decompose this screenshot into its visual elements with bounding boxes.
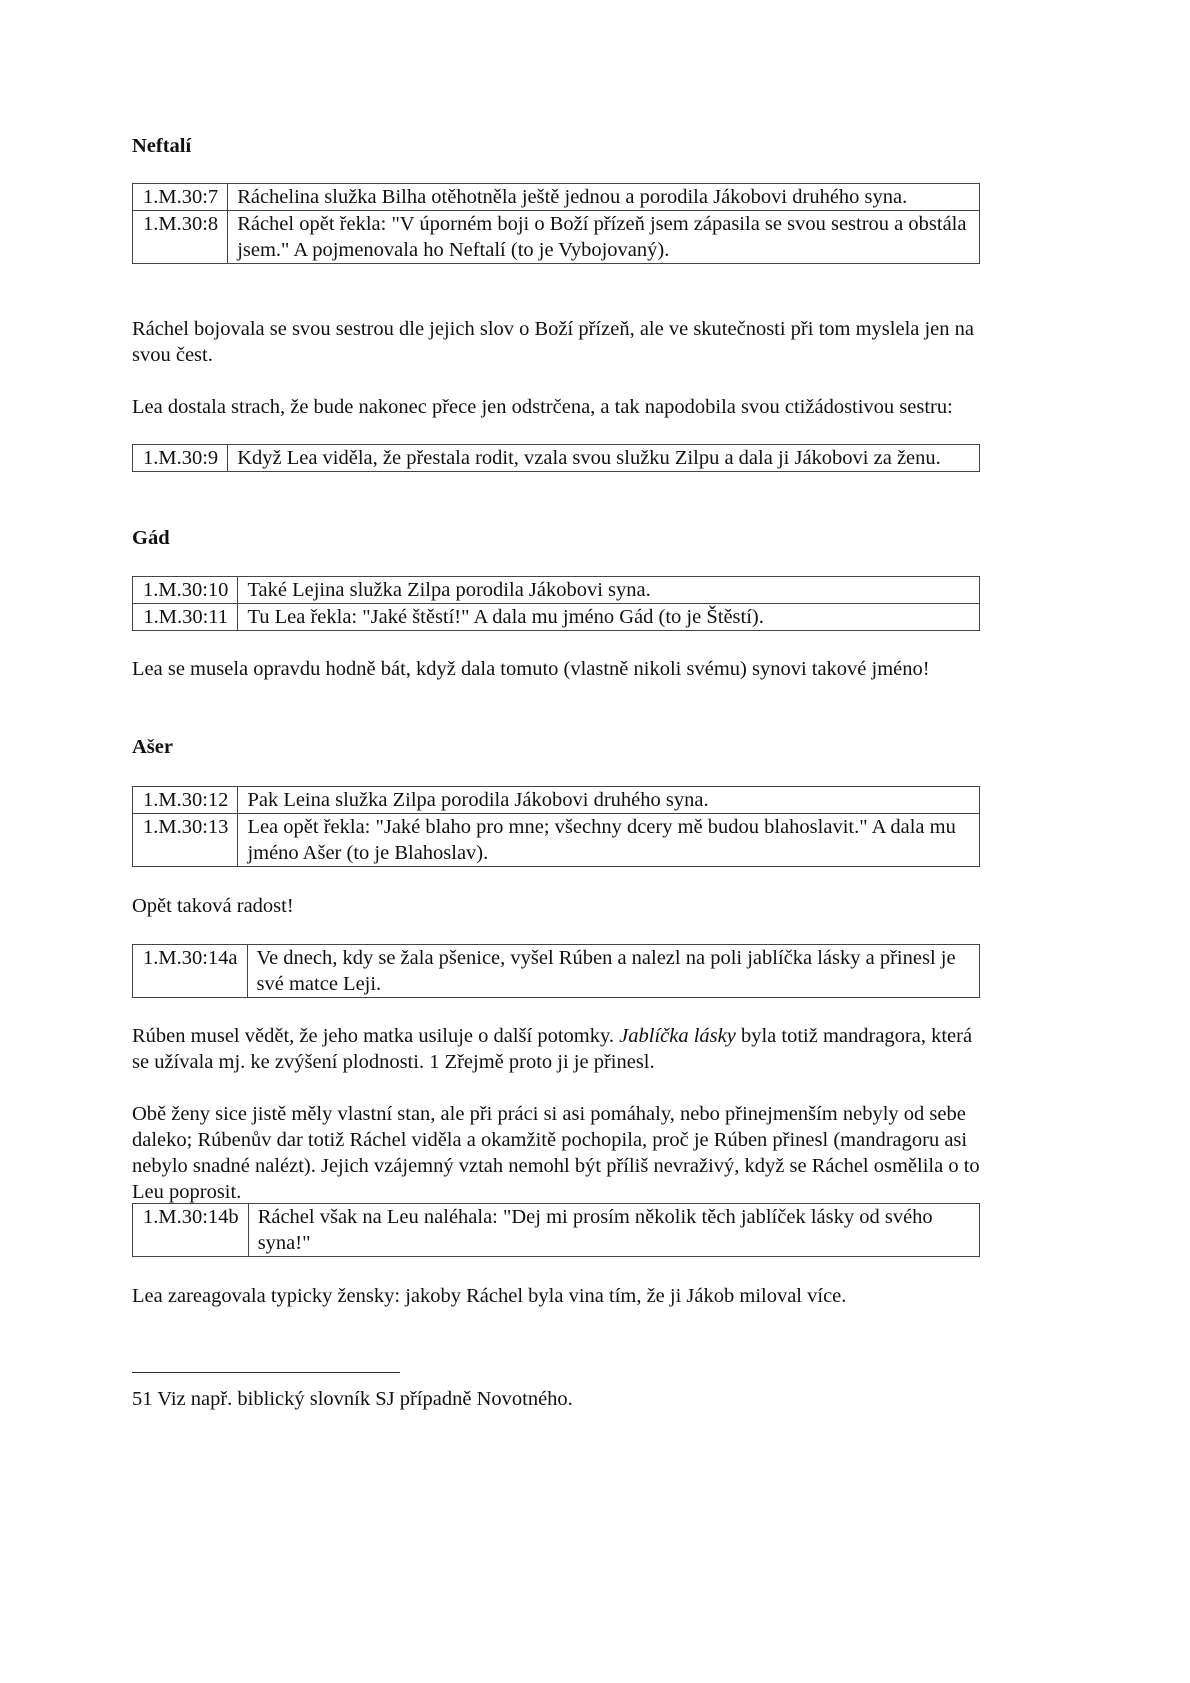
verse-text: Ráchelina služka Bilha otěhotněla ještě jednou a porodila Jákobovi druhého syna. bbox=[228, 184, 980, 211]
table-row bbox=[133, 445, 980, 472]
paragraph: Lea se musela opravdu hodně bát, když dala tomuto (vlastně nikoli svému) synovi takové jméno! bbox=[132, 658, 930, 680]
verse-table-neftali bbox=[132, 183, 980, 264]
italic-term: Jablíčka lásky bbox=[619, 1025, 736, 1047]
table-row bbox=[133, 945, 980, 998]
verse-text: Ráchel však na Leu naléhala: "Dej mi prosím několik těch jablíček lásky od svého syna!" bbox=[248, 1204, 979, 1257]
verse-ref: 1.M.30:14b bbox=[133, 1204, 249, 1257]
text-fragment: byla totiž mandragora, která se užívala mj. ke zvýšení plodnosti. 1 Zřejmě proto ji je přinesl. bbox=[132, 1025, 973, 1073]
verse-table-ruben bbox=[132, 944, 980, 998]
verse-text: Ráchel opět řekla: "V úporném boji o Boží přízeň jsem zápasila se svou sestrou a obstála jsem." A pojmenovala ho Neftalí (to je Vybojovaný). bbox=[228, 211, 980, 264]
verse-text: Pak Leina služka Zilpa porodila Jákobovi druhého syna. bbox=[238, 787, 980, 814]
table-row bbox=[133, 577, 980, 604]
verse-ref: 1.M.30:11 bbox=[133, 604, 238, 631]
verse-table-aser bbox=[132, 786, 980, 867]
paragraph: Ráchel bojovala se svou sestrou dle jejich slov o Boží přízeň, ale ve skutečnosti při tom myslela jen na svou čest. bbox=[132, 318, 975, 366]
verse-ref: 1.M.30:7 bbox=[133, 184, 228, 211]
table-row bbox=[133, 211, 980, 264]
verse-text: Lea opět řekla: "Jaké blaho pro mne; všechny dcery mě budou blahoslavit." A dala mu jméno Ašer (to je Blahoslav). bbox=[238, 814, 980, 867]
table-row bbox=[133, 787, 980, 814]
verse-ref: 1.M.30:10 bbox=[133, 577, 238, 604]
verse-text: Ve dnech, kdy se žala pšenice, vyšel Rúben a nalezl na poli jablíčka lásky a přinesl je své matce Leji. bbox=[247, 945, 979, 998]
verse-table-neftali-2 bbox=[132, 444, 980, 472]
table-row bbox=[133, 814, 980, 867]
heading-neftali: Neftalí bbox=[132, 135, 192, 157]
verse-ref: 1.M.30:14a bbox=[133, 945, 248, 998]
verse-ref: 1.M.30:9 bbox=[133, 445, 228, 472]
verse-text: Když Lea viděla, že přestala rodit, vzala svou služku Zilpu a dala ji Jákobovi za ženu. bbox=[228, 445, 980, 472]
verse-text: Také Lejina služka Zilpa porodila Jákobovi syna. bbox=[238, 577, 980, 604]
paragraph: Lea dostala strach, že bude nakonec přece jen odstrčena, a tak napodobila svou ctižádostivou sestru: bbox=[132, 396, 953, 418]
paragraph: Lea zareagovala typicky žensky: jakoby Ráchel byla vina tím, že ji Jákob miloval více. bbox=[132, 1285, 847, 1307]
table-row bbox=[133, 1204, 980, 1257]
footnote-separator bbox=[132, 1372, 400, 1373]
verse-ref: 1.M.30:12 bbox=[133, 787, 238, 814]
footnote: 51 Viz např. biblický slovník SJ případně Novotného. bbox=[132, 1388, 573, 1410]
text-fragment: Rúben musel vědět, že jeho matka usiluje o další potomky. bbox=[132, 1025, 620, 1047]
paragraph: Opět taková radost! bbox=[132, 895, 294, 917]
paragraph-mandragora bbox=[132, 1023, 980, 1075]
verse-ref: 1.M.30:13 bbox=[133, 814, 238, 867]
table-row bbox=[133, 604, 980, 631]
heading-aser: Ašer bbox=[132, 736, 173, 758]
heading-gad: Gád bbox=[132, 527, 170, 549]
paragraph: Obě ženy sice jistě měly vlastní stan, ale při práci si asi pomáhaly, nebo přinejmenším nebyly od sebe daleko; Rúbenův dar totiž Ráchel viděla a okamžitě pochopila, proč je Rúben přinesl (mandragoru asi nebylo snadné nalézt). Jejich vzájemný vztah nemohl být příliš nevraživý, když se Ráchel osmělila o to Leu poprosit. bbox=[132, 1103, 980, 1203]
verse-ref: 1.M.30:8 bbox=[133, 211, 228, 264]
verse-table-rachel bbox=[132, 1203, 980, 1257]
verse-table-gad bbox=[132, 576, 980, 631]
table-row bbox=[133, 184, 980, 211]
verse-text: Tu Lea řekla: "Jaké štěstí!" A dala mu jméno Gád (to je Štěstí). bbox=[238, 604, 980, 631]
